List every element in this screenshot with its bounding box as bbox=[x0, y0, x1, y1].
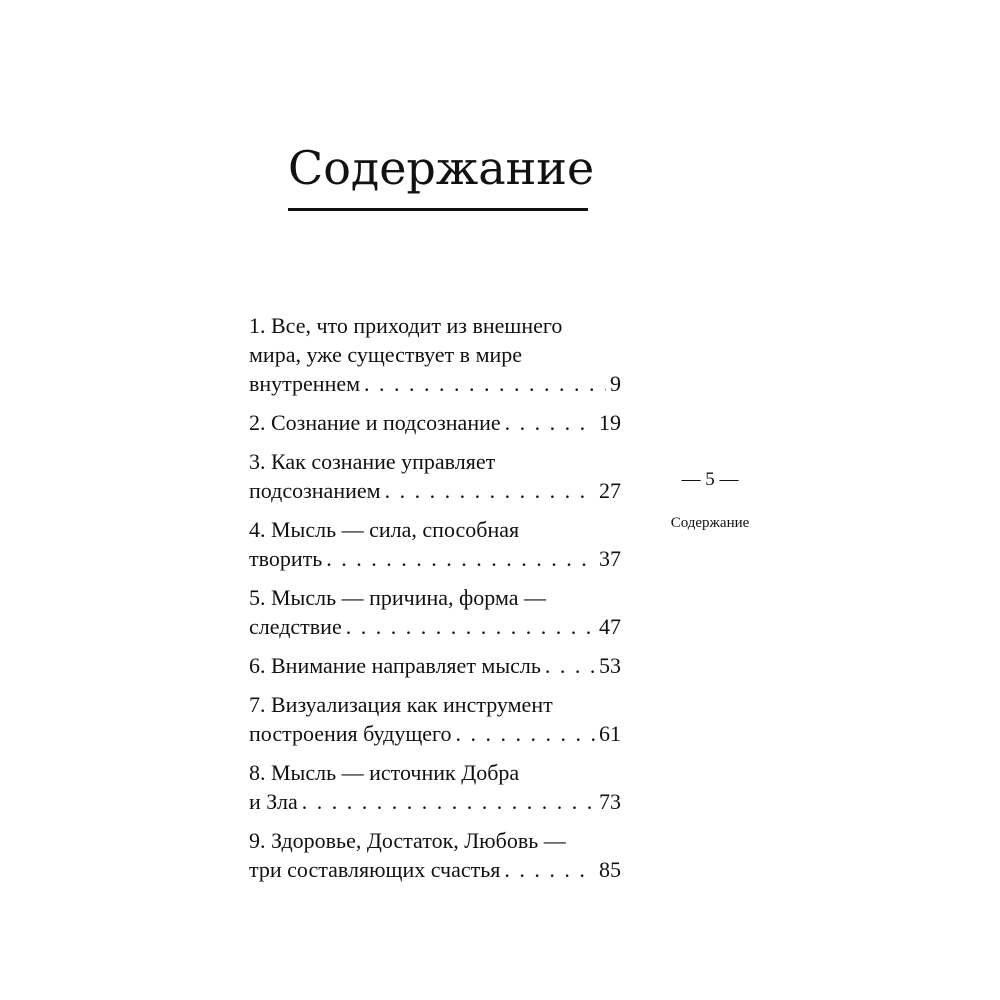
toc-entry bbox=[249, 690, 621, 748]
toc-entry-text: творить bbox=[249, 546, 323, 571]
page-title: Содержание bbox=[288, 141, 595, 195]
toc-entry-last-line bbox=[249, 651, 621, 680]
toc-page-number: 61 bbox=[599, 721, 621, 746]
toc-entry bbox=[249, 447, 621, 505]
toc-entry-text: 2. Сознание и подсознание bbox=[249, 410, 501, 435]
toc-entry-last-line bbox=[249, 855, 621, 884]
toc-leader-dots bbox=[302, 787, 595, 816]
toc-entry-line: 9. Здоровье, Достаток, Любовь — bbox=[249, 828, 566, 853]
toc-entry-line: 1. Все, что приходит из внешнего bbox=[249, 313, 563, 338]
toc-leader-dots bbox=[364, 369, 606, 398]
toc-entry-text: три составляющих счастья bbox=[249, 857, 501, 882]
title-underline bbox=[288, 208, 588, 211]
toc-entry bbox=[249, 583, 621, 641]
toc-entry-last-line bbox=[249, 369, 621, 398]
toc-entry-line: мира, уже существует в мире bbox=[249, 342, 523, 367]
toc-entry-text: и Зла bbox=[249, 789, 298, 814]
toc-page-number: 37 bbox=[599, 546, 621, 571]
toc-entry bbox=[249, 758, 621, 816]
toc-entry-text: подсознанием bbox=[249, 478, 381, 503]
toc-entry-text: построения будущего bbox=[249, 721, 452, 746]
toc-page-number: 85 bbox=[599, 857, 621, 882]
toc-page-number: 27 bbox=[599, 478, 621, 503]
toc-entry-last-line bbox=[249, 476, 621, 505]
toc-page-number: 9 bbox=[610, 371, 621, 396]
toc-page-number: 19 bbox=[599, 410, 621, 435]
toc-leader-dots bbox=[385, 476, 595, 505]
toc-entry-line: 4. Мысль — сила, способная bbox=[249, 517, 520, 542]
toc-entry-text: следствие bbox=[249, 614, 342, 639]
toc-entry bbox=[249, 651, 621, 680]
toc-page-number: 53 bbox=[599, 653, 621, 678]
toc-entry-text: 6. Внимание направляет мысль bbox=[249, 653, 541, 678]
page-number: — 5 — bbox=[681, 469, 739, 490]
toc-leader-dots bbox=[456, 719, 595, 748]
toc-entry-last-line bbox=[249, 787, 621, 816]
toc-leader-dots bbox=[505, 408, 595, 437]
toc-entry-last-line bbox=[249, 408, 621, 437]
toc-entry bbox=[249, 515, 621, 573]
toc-leader-dots bbox=[545, 651, 595, 680]
running-head: Содержание bbox=[670, 515, 750, 531]
toc-entry bbox=[249, 408, 621, 437]
toc-entry-last-line bbox=[249, 544, 621, 573]
toc-entry-line: 8. Мысль — источник Добра bbox=[249, 760, 520, 785]
toc-entry-line: 5. Мысль — причина, форма — bbox=[249, 585, 546, 610]
toc-entry-last-line bbox=[249, 719, 621, 748]
toc-page-number: 47 bbox=[599, 614, 621, 639]
toc-page-number: 73 bbox=[599, 789, 621, 814]
toc-entry bbox=[249, 311, 621, 398]
table-of-contents bbox=[249, 311, 621, 894]
toc-entry-line: 3. Как сознание управляет bbox=[249, 449, 496, 474]
toc-entry bbox=[249, 826, 621, 884]
toc-entry-line: 7. Визуализация как инструмент bbox=[249, 692, 553, 717]
toc-leader-dots bbox=[326, 544, 595, 573]
toc-leader-dots bbox=[504, 855, 595, 884]
toc-entry-text: внутреннем bbox=[249, 371, 361, 396]
toc-leader-dots bbox=[346, 612, 595, 641]
toc-entry-last-line bbox=[249, 612, 621, 641]
